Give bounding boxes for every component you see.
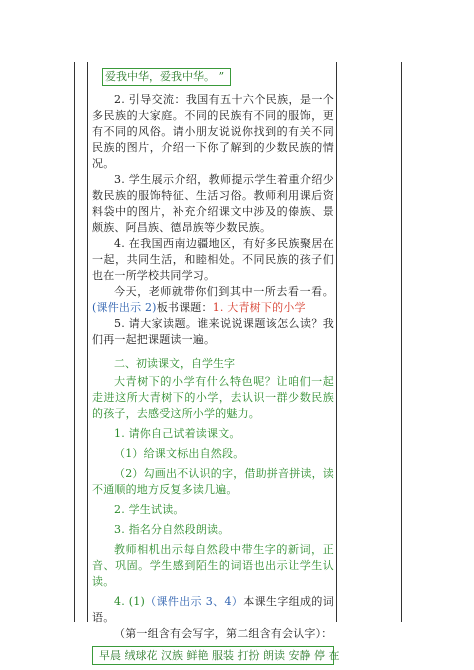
step-4-number: 4. (1)	[114, 595, 145, 608]
step-2: 2. 学生试读。	[114, 503, 185, 516]
lesson-content-cell	[92, 62, 340, 665]
section-heading-initial-reading: 二、初读课文，自学生字	[114, 357, 235, 370]
song-lyric-box: 爱我中华，爱我中华。 ”	[102, 68, 231, 86]
step-3-detail: 教师相机出示每自然段中带生字的新词，正音、巩固。学生感到陌生的词语也出示让学生认读。	[92, 543, 334, 588]
paragraph-read-title: 5. 请大家读题。谁来说说课题该怎么读？我们再一起把课题读一遍。	[92, 317, 334, 346]
table-column-divider-right	[336, 62, 337, 622]
step-1: 1. 请你自己试着读课文。	[114, 427, 241, 440]
step-4-note: （第一组含有会写字，第二组含有会认字）：	[114, 627, 333, 640]
board-title-label: 板书课题：	[156, 301, 213, 314]
step-4-text: 本课生字组成的词语。	[92, 595, 334, 624]
courseware-show-2: (课件出示 2)	[92, 301, 157, 314]
table-column-divider-left	[87, 62, 88, 622]
paragraph-question: 大青树下的小学有什么特色呢？让咱们一起走进这所大青树下的小学，去认识一群少数民族的孩子，去感受这所小学的魅力。	[92, 375, 334, 420]
paragraph-student-present: 3. 学生展示介绍，教师提示学生着重介绍少数民族的服饰特征、生活习俗。教师利用课后资料袋中的图片，补充介绍课文中涉及的傣族、景颇族、阿昌族、德昂族等少数民族。	[92, 173, 334, 234]
step-3: 3. 指名分自然段朗读。	[114, 523, 230, 536]
today-visit-text: 今天，老师就带你们到其中一所去看一看。	[114, 285, 334, 298]
courseware-show-3-4: （课件出示 3、4）	[144, 595, 244, 608]
vocabulary-word-box: 早晨 绒球花 汉族 鲜艳 服装 打扮 朗读 安静 停 在	[92, 646, 334, 665]
paragraph-today-visit	[92, 284, 334, 316]
step-1b: （2）勾画出不认识的字，借助拼音拼读，读不通顺的地方反复多读几遍。	[92, 467, 334, 496]
step-1a: （1）给课文标出自然段。	[114, 447, 245, 460]
paragraph-southwest-border: 4. 在我国西南边疆地区，有好多民族聚居在一起，共同生活，和睦相处。不同民族的孩子们也在一所学校共同学习。	[92, 237, 334, 282]
lesson-title: 1. 大青树下的小学	[212, 301, 306, 314]
step-4	[92, 594, 334, 626]
paragraph-guide-exchange: 2. 引导交流：我国有五十六个民族，是一个多民族的大家庭。不同的民族有不同的服饰，更有不同的风俗。请小朋友说说你找到的有关不同民族的图片，介绍一下你了解到的少数民族的情况。	[92, 93, 334, 170]
